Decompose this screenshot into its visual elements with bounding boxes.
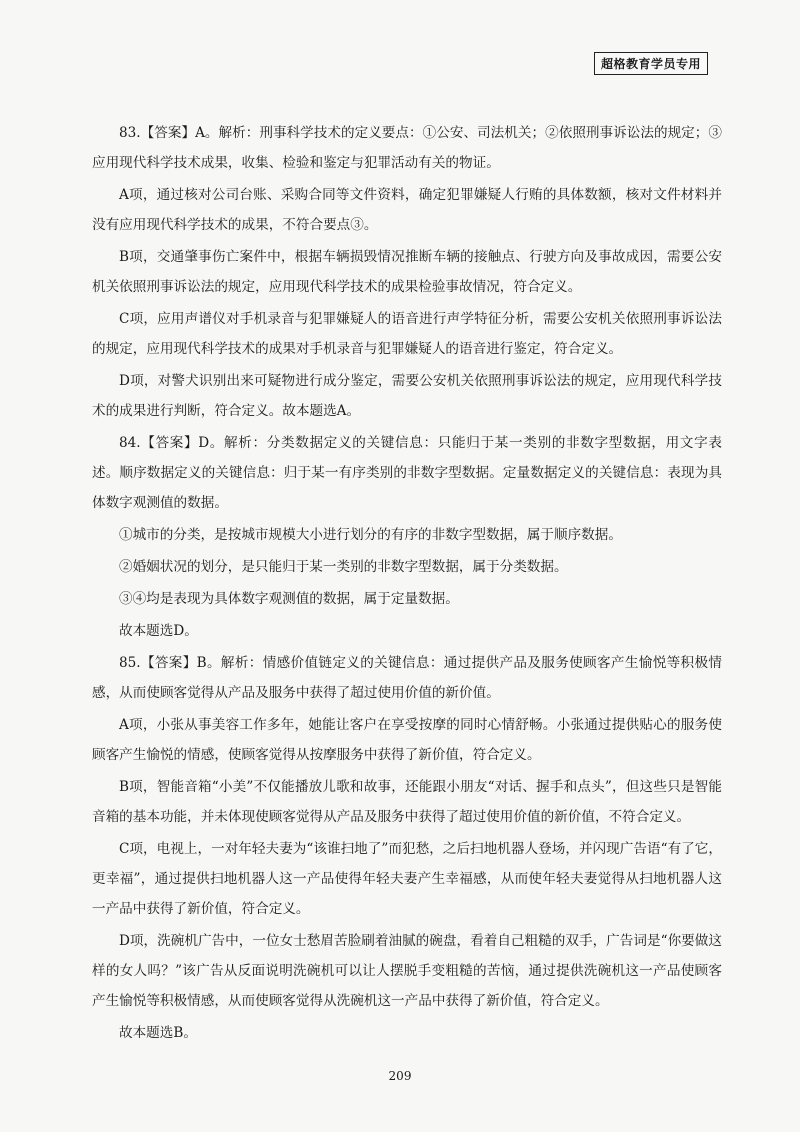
header-tag: 超格教育学员专用 [594,52,708,75]
option-d-paragraph: D项，对警犬识别出来可疑物进行成分鉴定，需要公安机关依照刑事诉讼法的规定，应用现代科学技术的成果进行判断，符合定义。故本题选A。 [92,373,722,419]
option-d-paragraph: D项，洗碗机广告中，一位女士愁眉苦脸刷着油腻的碗盘，看着自己粗糙的双手，广告词是“你要做这样的女人吗？”该广告从反面说明洗碗机可以让人摆脱手变粗糙的苦恼，通过提供洗碗机这一产品使顾客产生愉悦等积极情感，从而使顾客觉得从洗碗机这一产品中获得了新价值，符合定义。 [92,933,722,1009]
document-body [92,118,722,1050]
option-a-paragraph: A项，小张从事美容工作多年，她能让客户在享受按摩的同时心情舒畅。小张通过提供贴心的服务使顾客产生愉悦的情感，使顾客觉得从按摩服务中获得了新价值，符合定义。 [92,717,722,763]
option-b-paragraph: B项，智能音箱“小美”不仅能播放儿歌和故事，还能跟小朋友“对话、握手和点头”，但这些只是智能音箱的基本功能，并未体现使顾客觉得从产品及服务中获得了超过使用价值的新价值，不符合定义。 [92,779,722,825]
item-2-paragraph: ②婚姻状况的划分，是只能归于某一类别的非数字型数据，属于分类数据。 [119,559,568,575]
conclusion-85-paragraph: 故本题选B。 [119,1025,197,1041]
option-a-paragraph: A项，通过核对公司台账、采购合同等文件资料，确定犯罪嫌疑人行贿的具体数额，核对文件材料并没有应用现代科学技术的成果，不符合要点③。 [92,187,722,233]
item-1-paragraph: ①城市的分类，是按城市规模大小进行划分的有序的非数字型数据，属于顺序数据。 [119,527,622,543]
option-c-paragraph: C项，应用声谱仪对手机录音与犯罪嫌疑人的语音进行声学特征分析，需要公安机关依照刑事诉讼法的规定，应用现代科学技术的成果对手机录音与犯罪嫌疑人的语音进行鉴定，符合定义。 [92,311,722,357]
answer-85-paragraph: 85.【答案】B。解析：情感价值链定义的关键信息：通过提供产品及服务使顾客产生愉悦等积极情感，从而使顾客觉得从产品及服务中获得了超过使用价值的新价值。 [92,655,722,701]
answer-84-paragraph: 84.【答案】D。解析：分类数据定义的关键信息：只能归于某一类别的非数字型数据，用文字表述。顺序数据定义的关键信息：归于某一有序类别的非数字型数据。定量数据定义的关键信息：表现为具体数字观测值的数据。 [92,435,722,511]
item-34-paragraph: ③④均是表现为具体数字观测值的数据，属于定量数据。 [119,591,459,607]
option-c-paragraph: C项，电视上，一对年轻夫妻为“该谁扫地了”而犯愁，之后扫地机器人登场，并闪现广告语“有了它，更幸福”，通过提供扫地机器人这一产品使得年轻夫妻产生幸福感，从而使年轻夫妻觉得从扫地机器人这一产品中获得了新价值，符合定义。 [92,841,722,917]
page-number: 209 [388,1069,412,1083]
option-b-paragraph: B项，交通肇事伤亡案件中，根据车辆损毁情况推断车辆的接触点、行驶方向及事故成因，需要公安机关依照刑事诉讼法的规定，应用现代科学技术的成果检验事故情况，符合定义。 [92,249,722,295]
answer-83-paragraph: 83.【答案】A。解析：刑事科学技术的定义要点：①公安、司法机关；②依照刑事诉讼法的规定；③应用现代科学技术成果，收集、检验和鉴定与犯罪活动有关的物证。 [92,125,722,171]
conclusion-84-paragraph: 故本题选D。 [119,623,198,639]
